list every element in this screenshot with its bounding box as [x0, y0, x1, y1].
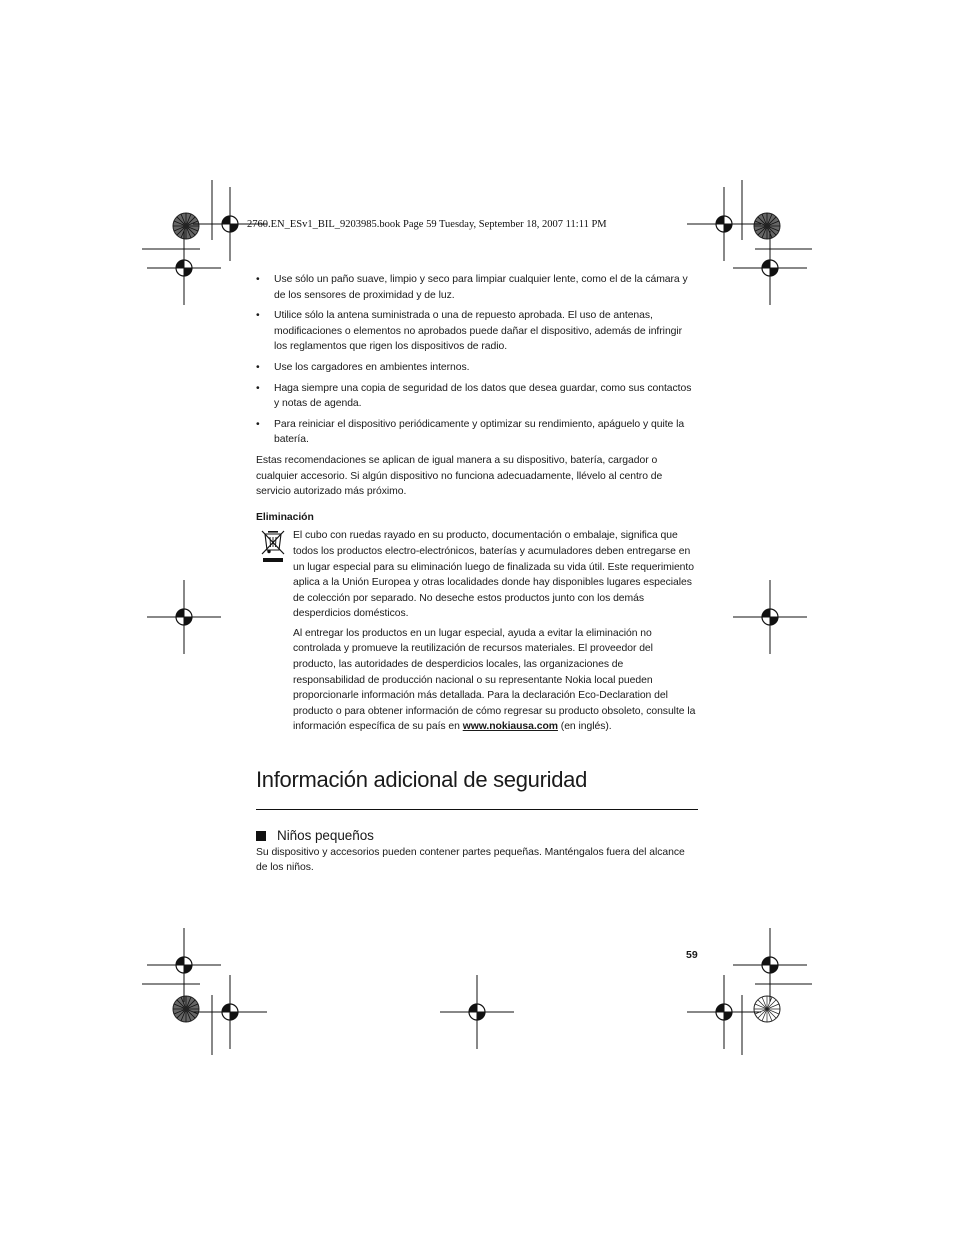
list-item: • Utilice sólo la antena suministrada o una de repuesto aprobada. El uso de antenas, modificaciones o elementos no aprobados puede dañar el dispositivo, además de infringir los reglamentos que rigen los dispositivos de radio. — [256, 310, 683, 353]
care-tips-list — [256, 272, 698, 448]
square-bullet-icon — [256, 831, 266, 841]
list-item: • Haga siempre una copia de seguridad de los datos que desea guardar, como sus contactos y notas de agenda. — [256, 382, 692, 410]
disposal-paragraph-2: Al entregar los productos en un lugar especial, ayuda a evitar la eliminación no controlada y promueve la reutilización de recursos materiales. El proveedor del producto, las autoridades de desperdicios locales, las organizaciones de responsabilidad de producción nacional o su representante Nokia local pueden proporcionarle información más detallada. Para la declaración Eco-Declaration del producto o para obtener información de cómo regresar su producto obsoleto, consulte la información específica de su país en www.nokiausa.com (en inglés). — [293, 627, 696, 733]
title-divider — [256, 809, 698, 810]
bullet-icon: • — [256, 382, 260, 394]
list-item: • Use sólo un paño suave, limpio y seco para limpiar cualquier lente, como el de la cámara y de los sensores de proximidad y de luz. — [256, 274, 688, 301]
subsection-heading — [256, 827, 698, 845]
print-header: 2760.EN_ESv1_BIL_9203985.book Page 59 Tuesday, September 18, 2007 11:11 PM — [247, 219, 607, 230]
bullet-icon: • — [256, 274, 260, 285]
subsection-body: Su dispositivo y accesorios pueden contener partes pequeñas. Manténgalos fuera del alcance de los niños. — [256, 846, 685, 874]
nokiausa-link[interactable]: www.nokiausa.com — [462, 721, 558, 733]
crossed-out-wheeled-bin-icon — [259, 528, 287, 570]
list-item: • Para reiniciar el dispositivo periódicamente y optimizar su rendimiento, apáguelo y quite la batería. — [256, 418, 685, 446]
page-content — [256, 272, 698, 876]
disposal-paragraph-1: El cubo con ruedas rayado en su producto, documentación o embalaje, significa que todos los productos electro-electrónicos, baterías y acumuladores deben entregarse en un lugar especial para su eliminación luego de finalizada su vida útil. Este requerimiento aplica a la Unión Europea y otras localidades donde hay disponibles lugares especiales de colección por separado. No deseche estos productos junto con los demás desperdicios domésticos. — [293, 530, 694, 620]
bullet-icon: • — [256, 361, 260, 373]
bullet-icon: • — [256, 310, 260, 322]
disposal-section — [256, 528, 698, 735]
bullet-icon: • — [256, 418, 260, 430]
recommendations-paragraph: Estas recomendaciones se aplican de igual manera a su dispositivo, batería, cargador o cualquier accesorio. Si algún dispositivo no funciona adecuadamente, llévelo al centro de servicio autorizado más próximo. — [256, 454, 663, 498]
list-item: • Use los cargadores en ambientes internos. — [256, 360, 698, 376]
disposal-heading: Eliminación — [256, 511, 314, 523]
section-title: Información adicional de seguridad — [256, 767, 588, 793]
page-number: 59 — [686, 949, 698, 961]
subsection-title: Niños pequeños — [277, 827, 374, 843]
